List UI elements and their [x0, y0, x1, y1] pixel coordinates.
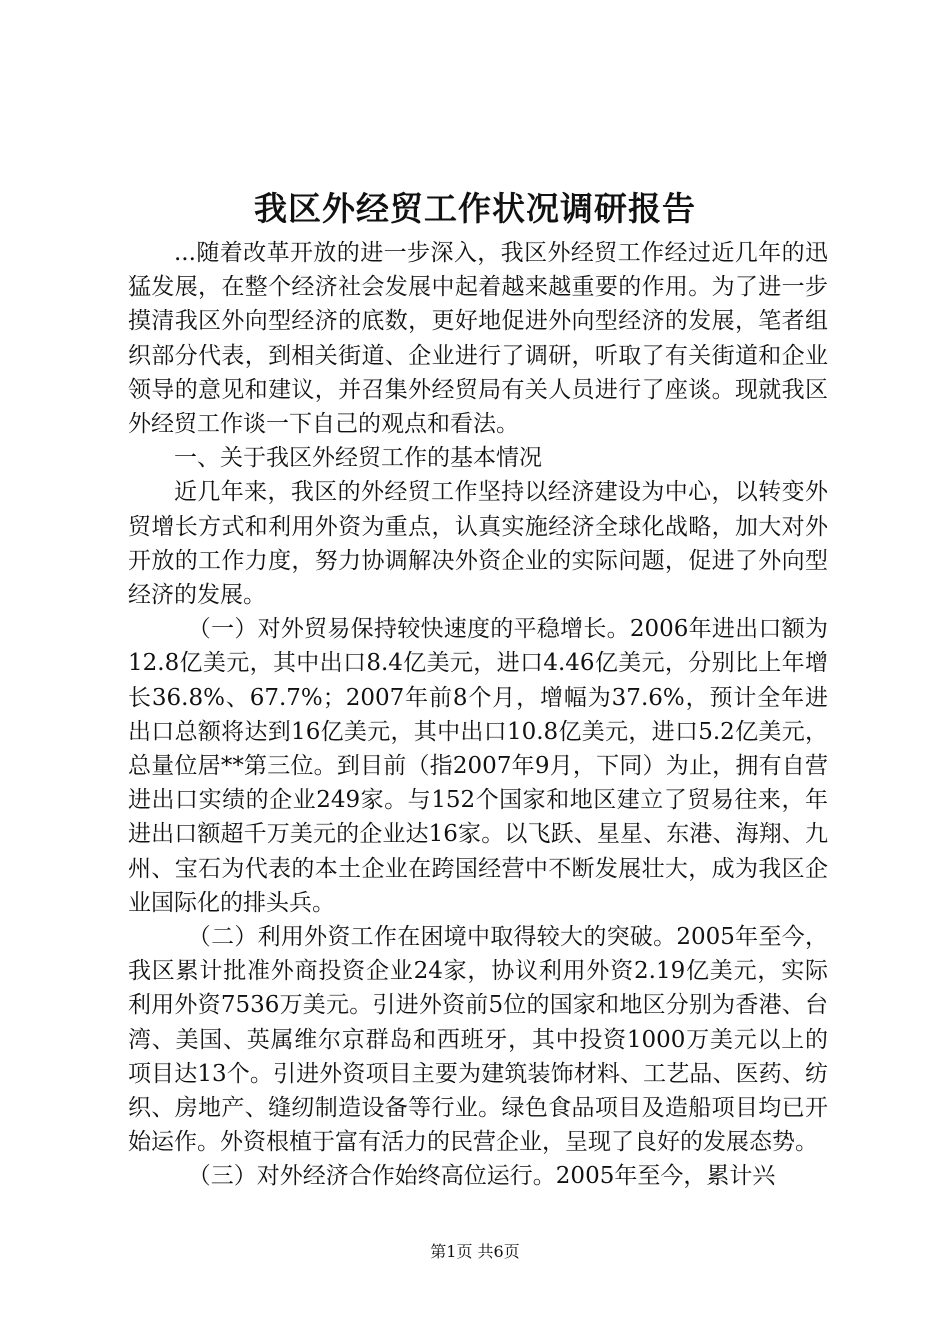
- foreign-investment-paragraph: （二）利用外资工作在困境中取得较大的突破。2005年至今，我区累计批准外商投资企业24家，协议利用外资2.19亿美元，实际利用外资7536万美元。引进外资前5位的国家和地区分别为香港、台湾、美国、英属维尔京群岛和西班牙，其中投资1000万美元以上的项目达13个。引进外资项目主要为建筑装饰材料、工艺品、医药、纺织、房地产、缝纫制造设备等行业。绿色食品项目及造船项目均已开始运作。外资根植于富有活力的民营企业，呈现了良好的发展态势。: [128, 924, 828, 1156]
- document-body: [128, 236, 828, 1194]
- section-heading: 一、关于我区外经贸工作的基本情况: [174, 445, 542, 472]
- intro-paragraph: ...随着改革开放的进一步深入，我区外经贸工作经过近几年的迅猛发展，在整个经济社会发展中起着越来越重要的作用。为了进一步摸清我区外向型经济的底数，更好地促进外向型经济的发展，笔者组织部分代表，到相关街道、企业进行了调研，听取了有关街道和企业领导的意见和建议，并召集外经贸局有关人员进行了座谈。现就我区外经贸工作谈一下自己的观点和看法。: [128, 240, 828, 438]
- economic-cooperation-paragraph: （三）对外经济合作始终高位运行。2005年至今，累计兴: [187, 1163, 776, 1190]
- overview-paragraph: 近几年来，我区的外经贸工作坚持以经济建设为中心，以转变外贸增长方式和利用外资为重点，认真实施经济全球化战略，加大对外开放的工作力度，努力协调解决外资企业的实际问题，促进了外向型经济的发展。: [128, 479, 828, 609]
- page-footer: 第1页 共6页: [430, 1242, 520, 1261]
- trade-paragraph: （一）对外贸易保持较快速度的平稳增长。2006年进出口额为12.8亿美元，其中出口8.4亿美元，进口4.46亿美元，分别比上年增长36.8%、67.7%；2007年前8个月，增幅为37.6%，预计全年进出口总额将达到16亿美元，其中出口10.8亿美元，进口5.2亿美元，总量位居**第三位。到目前（指2007年9月，下同）为止，拥有自营进出口实绩的企业249家。与152个国家和地区建立了贸易往来，年进出口额超千万美元的企业达16家。以飞跃、星星、东港、海翔、九州、宝石为代表的本土企业在跨国经营中不断发展壮大，成为我区企业国际化的排头兵。: [128, 616, 828, 916]
- page-title: 我区外经贸工作状况调研报告: [254, 189, 696, 228]
